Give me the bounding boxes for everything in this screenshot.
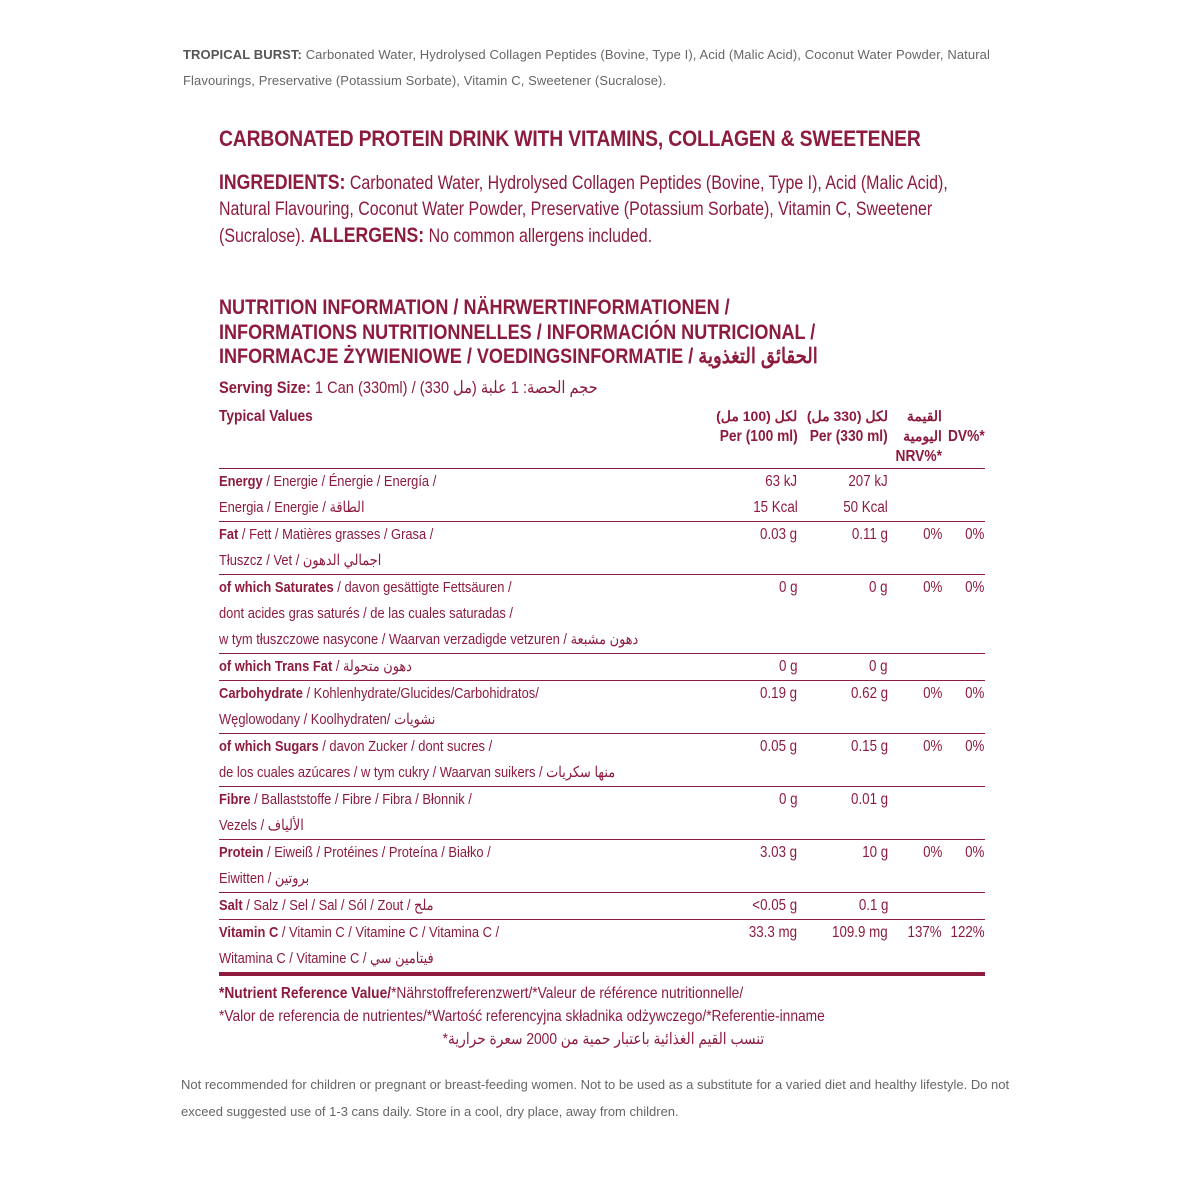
dv-cell	[942, 919, 985, 974]
dv-cell	[942, 521, 985, 574]
nrv-cell-value: 137%	[907, 923, 942, 941]
per-330ml-cell-value: 0 g	[869, 578, 888, 596]
nutrient-translations-line-1: / Fett / Matières grasses / Grasa /	[238, 525, 434, 543]
per-100ml-cell	[707, 521, 798, 574]
per-330ml-cell-value: 207 kJ	[848, 472, 888, 490]
nutrient-translations-line-1: / Energie / Énergie / Energía /	[262, 472, 437, 490]
tropical-burst-text: Carbonated Water, Hydrolysed Collagen Peptides (Bovine, Type I), Acid (Malic Acid), Coconut Water Powder, Natural Flavourings, Preservative (Potassium Sorbate), Vitamin C, Sweetener (Sucralose).	[183, 47, 990, 88]
per-330ml-cell-value: 0.01 g	[850, 790, 888, 808]
header-dv: DV%*	[947, 427, 985, 445]
table-row	[219, 786, 985, 839]
nutrient-name: Energy	[219, 472, 263, 490]
nutrition-heading-line-1: NUTRITION INFORMATION / NÄHRWERTINFORMATIONEN /	[219, 296, 730, 319]
per-100ml-cell	[707, 839, 798, 892]
nutrient-name: of which Saturates	[219, 578, 334, 596]
dv-cell	[942, 892, 985, 919]
nutrient-name-cell	[219, 786, 707, 839]
serving-size	[219, 376, 933, 404]
nrv-cell	[888, 733, 942, 786]
table-row	[219, 521, 985, 574]
nutrient-translations-line-1: / Vitamin C / Vitamine C / Vitamina C /	[278, 923, 500, 941]
per-100ml-cell	[707, 919, 798, 974]
nutrient-name: Fibre	[219, 790, 251, 808]
nrv-footnote	[219, 982, 890, 1051]
nrv-cell	[888, 680, 942, 733]
header-per-100ml: لكل (100 مل) Per (100 ml)	[707, 406, 798, 469]
dv-cell	[942, 786, 985, 839]
nutrient-name-cell	[219, 574, 707, 653]
per-330ml-cell-value: 0 g	[869, 657, 888, 675]
nrv-cell	[888, 919, 942, 974]
nutrition-table	[219, 406, 985, 976]
per-100ml-cell-value: <0.05 g	[752, 896, 798, 914]
per-100ml-cell	[707, 733, 798, 786]
nutrient-translations-line-1: / davon gesättigte Fettsäuren /	[333, 578, 512, 596]
ingredients-text: Carbonated Water, Hydrolysed Collagen Peptides (Bovine, Type I), Acid (Malic Acid), Natural Flavouring, Coconut Water Powder, Preservative (Potassium Sorbate), Vitamin C, Sweetener (Sucralose).	[219, 173, 948, 247]
per-100ml-cell-value: 0 g	[778, 657, 798, 675]
header-per-330ml-arabic: لكل (330 مل)	[806, 407, 888, 424]
dv-cell	[942, 468, 985, 521]
nutrient-translations-line-1: / Eiweiß / Protéines / Proteína / Białko /	[263, 843, 491, 861]
dv-cell	[942, 839, 985, 892]
header-nrv-arabic: القيمة اليومية	[903, 407, 942, 444]
serving-size-text: 1 Can (330ml) / (330 مل) حجم الحصة: 1 علبة	[310, 377, 598, 397]
tropical-burst-label: TROPICAL BURST:	[183, 47, 302, 62]
per-330ml-cell	[797, 653, 888, 680]
nutrient-translations-line-2: Eiwitten / بروتين	[219, 869, 310, 887]
nrv-cell	[888, 839, 942, 892]
per-330ml-cell	[797, 839, 888, 892]
dv-cell-value: 0%	[965, 843, 985, 861]
header-typical-values: Typical Values	[219, 407, 313, 425]
nutrient-name-cell	[219, 468, 707, 521]
nutrient-translations-line-1: / Ballaststoffe / Fibre / Fibra / Błonnik /	[250, 790, 472, 808]
nutrient-name: of which Sugars	[219, 737, 319, 755]
serving-size-label: Serving Size:	[219, 377, 311, 397]
product-title: CARBONATED PROTEIN DRINK WITH VITAMINS, COLLAGEN & SWEETENER	[219, 126, 921, 151]
per-330ml-cell-value: 109.9 mg	[832, 923, 888, 941]
table-row	[219, 839, 985, 892]
nutrient-name-cell	[219, 839, 707, 892]
nutrient-name-cell	[219, 680, 707, 733]
nutrient-name: Protein	[219, 843, 264, 861]
nrv-cell-value: 0%	[922, 525, 942, 543]
table-row	[219, 892, 985, 919]
table-row	[219, 680, 985, 733]
per-100ml-cell-value: 3.03 g	[760, 843, 798, 861]
nutrient-name: Fat	[219, 525, 239, 543]
per-330ml-cell	[797, 574, 888, 653]
nutrient-name: Vitamin C	[219, 923, 279, 941]
per-330ml-cell-value: 0.15 g	[850, 737, 888, 755]
per-100ml-cell-value: 0.05 g	[760, 737, 798, 755]
nutrient-translations-line-2: Witamina C / Vitamine C / فيتامين سي	[219, 949, 434, 967]
per-100ml-cell	[707, 653, 798, 680]
table-end-rule	[219, 974, 985, 976]
per-100ml-cell-value-secondary: 15 Kcal	[752, 498, 798, 516]
table-row	[219, 653, 985, 680]
per-100ml-cell-value: 0.19 g	[760, 684, 798, 702]
per-330ml-cell	[797, 919, 888, 974]
per-100ml-cell-value: 63 kJ	[765, 472, 798, 490]
dv-cell-value: 0%	[965, 578, 985, 596]
dv-cell-value: 0%	[965, 684, 985, 702]
nutrient-translations-line-1: / Salz / Sel / Sal / Sól / Zout / ملح	[242, 896, 434, 914]
per-100ml-cell-value: 0 g	[778, 578, 798, 596]
table-row	[219, 733, 985, 786]
table-row	[219, 468, 985, 521]
per-100ml-cell	[707, 786, 798, 839]
nrv-cell	[888, 574, 942, 653]
nutrition-heading-line-2: INFORMATIONS NUTRITIONNELLES / INFORMACIÓN NUTRICIONAL /	[219, 320, 816, 344]
per-330ml-cell	[797, 680, 888, 733]
nutrient-name-cell	[219, 919, 707, 974]
nutrient-translations-line-1: / davon Zucker / dont sucres /	[318, 737, 493, 755]
nutrition-rows	[219, 468, 985, 974]
nutrient-name-cell	[219, 892, 707, 919]
header-nrv: القيمة اليومية NRV%*	[888, 406, 942, 469]
allergens-label: ALLERGENS:	[309, 224, 425, 247]
per-330ml-cell-value: 0.11 g	[851, 525, 888, 543]
per-100ml-cell	[707, 468, 798, 521]
nutrient-name-cell	[219, 653, 707, 680]
per-330ml-cell	[797, 892, 888, 919]
footnote-line-3: *تنسب القيم الغذائية باعتبار حمية من 2000 سعرة حرارية	[442, 1030, 765, 1048]
nutrient-translations-line-2: Energia / Energie / الطاقة	[219, 498, 365, 516]
dv-cell	[942, 653, 985, 680]
nutrient-translations-line-2: dont acides gras saturés / de las cuales saturadas /	[219, 604, 513, 622]
nutrient-name-cell	[219, 521, 707, 574]
table-header-row	[219, 406, 985, 469]
nutrient-translations-line-2: de los cuales azúcares / w tym cukry / Waarvan suikers / منها سكريات	[219, 763, 616, 781]
per-330ml-cell-value: 0.1 g	[858, 896, 888, 914]
ingredients-label: INGREDIENTS:	[219, 171, 346, 194]
nutrition-heading-line-3: INFORMACJE ŻYWIENIOWE / VOEDINGSINFORMATIE / الحقائق التغذوية	[219, 345, 818, 368]
nrv-cell-value: 0%	[922, 578, 942, 596]
nrv-cell-value: 0%	[922, 684, 942, 702]
nutrient-name: Carbohydrate	[219, 684, 303, 702]
table-row	[219, 919, 985, 974]
nrv-cell	[888, 468, 942, 521]
header-per-100ml-arabic: لكل (100 مل)	[716, 407, 798, 424]
tropical-burst-ingredients	[183, 42, 1043, 94]
usage-disclaimer: Not recommended for children or pregnant or breast-feeding women. Not to be used as a substitute for a varied diet and healthy lifestyle. Do not exceed suggested use of 1-3 cans daily. Store in a cool, dry place, away from children.	[181, 1077, 1010, 1119]
nutrient-translations-line-3: w tym tłuszczowe nasycone / Waarvan verzadigde vetzuren / دهون مشبعة	[219, 630, 639, 648]
per-100ml-cell-value: 0.03 g	[760, 525, 798, 543]
nutrient-translations-line-2: Vezels / الألياف	[219, 816, 304, 834]
per-330ml-cell	[797, 521, 888, 574]
per-100ml-cell-value: 0 g	[778, 790, 798, 808]
nutrient-translations-line-1: / Kohlenhydrate/Glucides/Carbohidratos/	[302, 684, 539, 702]
nutrient-translations-line-1: / دهون متحولة	[332, 657, 412, 675]
nrv-cell	[888, 653, 942, 680]
nutrition-heading	[219, 296, 933, 370]
per-100ml-cell	[707, 892, 798, 919]
footnote-label: *Nutrient Reference Value/	[219, 984, 392, 1002]
dv-cell	[942, 680, 985, 733]
ingredients-block	[219, 170, 975, 250]
footnote-line-2: *Valor de referencia de nutrientes/*Wartość referencyjna składnika odżywczego/*Referentie-inname	[219, 1007, 825, 1025]
nutrient-name: Salt	[219, 896, 243, 914]
per-330ml-cell-value: 0.62 g	[850, 684, 888, 702]
nrv-cell-value: 0%	[922, 737, 942, 755]
nrv-cell	[888, 786, 942, 839]
per-330ml-cell	[797, 468, 888, 521]
dv-cell-value: 122%	[950, 923, 985, 941]
per-330ml-cell-value: 10 g	[862, 843, 888, 861]
nrv-cell-value: 0%	[922, 843, 942, 861]
dv-cell-value: 0%	[965, 737, 985, 755]
per-330ml-cell-value-secondary: 50 Kcal	[843, 498, 888, 516]
table-row	[219, 574, 985, 653]
product-label	[219, 120, 1019, 1051]
nrv-cell	[888, 521, 942, 574]
per-330ml-cell	[797, 733, 888, 786]
dv-cell	[942, 733, 985, 786]
header-per-330ml: لكل (330 مل) Per (330 ml)	[797, 406, 888, 469]
nutrient-name-cell	[219, 733, 707, 786]
per-100ml-cell	[707, 680, 798, 733]
per-100ml-cell	[707, 574, 798, 653]
allergens-text: No common allergens included.	[424, 226, 653, 247]
per-100ml-cell-value: 33.3 mg	[749, 923, 798, 941]
per-330ml-cell	[797, 786, 888, 839]
nutrient-translations-line-2: Węglowodany / Koolhydraten/ نشويات	[219, 710, 436, 728]
nutrient-name: of which Trans Fat	[219, 657, 333, 675]
footnote-line-1: *Nährstoffreferenzwert/*Valeur de référence nutritionnelle/	[391, 984, 744, 1002]
nrv-cell	[888, 892, 942, 919]
nutrient-translations-line-2: Tłuszcz / Vet / اجمالي الدهون	[219, 551, 382, 569]
dv-cell-value: 0%	[965, 525, 985, 543]
dv-cell	[942, 574, 985, 653]
